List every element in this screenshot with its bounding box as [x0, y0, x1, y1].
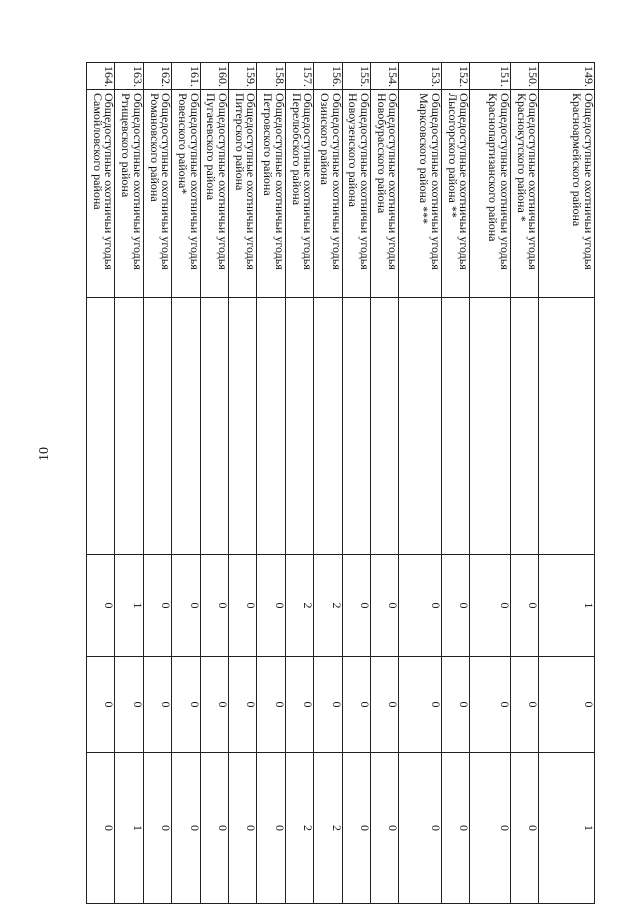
count-cell-v1: 0 [87, 555, 115, 657]
empty-cell [510, 298, 538, 555]
hunting-ground-name: Общедоступные охотничьи угодья Ртищевского района [115, 90, 143, 298]
count-cell-v1: 0 [200, 555, 228, 657]
table-row [539, 63, 595, 904]
row-number: 149. [539, 63, 595, 90]
empty-cell [285, 298, 313, 555]
empty-cell [539, 298, 595, 555]
hunting-ground-name: Общедоступные охотничьи угодья Романовского района [143, 90, 171, 298]
table-row [342, 63, 370, 904]
count-cell-v2: 0 [87, 657, 115, 753]
row-number: 155. [342, 63, 370, 90]
row-number: 160. [200, 63, 228, 90]
count-cell-v3: 2 [285, 753, 313, 904]
count-cell-v3: 0 [87, 753, 115, 904]
count-cell-v1: 0 [257, 555, 285, 657]
count-cell-v2: 0 [342, 657, 370, 753]
table-row [172, 63, 200, 904]
table-row [314, 63, 342, 904]
hunting-ground-name: Общедоступные охотничьи угодья Озинского района [314, 90, 342, 298]
hunting-ground-name: Общедоступные охотничьи угодья Петровского района [257, 90, 285, 298]
empty-cell [342, 298, 370, 555]
count-cell-v1: 2 [314, 555, 342, 657]
empty-cell [257, 298, 285, 555]
count-cell-v2: 0 [228, 657, 256, 753]
table-row [115, 63, 143, 904]
count-cell-v1: 0 [470, 555, 511, 657]
count-cell-v1: 0 [228, 555, 256, 657]
row-number: 157. [285, 63, 313, 90]
empty-cell [172, 298, 200, 555]
count-cell-v1: 2 [285, 555, 313, 657]
empty-cell [87, 298, 115, 555]
empty-cell [370, 298, 398, 555]
count-cell-v2: 0 [470, 657, 511, 753]
count-cell-v2: 0 [143, 657, 171, 753]
row-number: 159. [228, 63, 256, 90]
row-number: 158. [257, 63, 285, 90]
hunting-ground-name: Общедоступные охотничьи угодья Перелюбского района [285, 90, 313, 298]
count-cell-v1: 0 [441, 555, 469, 657]
row-number: 153. [399, 63, 442, 90]
row-number: 152. [441, 63, 469, 90]
count-cell-v2: 0 [539, 657, 595, 753]
hunting-grounds-table [86, 62, 595, 904]
count-cell-v3: 1 [539, 753, 595, 904]
hunting-ground-name: Общедоступные охотничьи угодья Красноармейского района [539, 90, 595, 298]
count-cell-v2: 0 [115, 657, 143, 753]
row-number: 164. [87, 63, 115, 90]
count-cell-v2: 0 [370, 657, 398, 753]
count-cell-v2: 0 [285, 657, 313, 753]
row-number: 162. [143, 63, 171, 90]
table-row [285, 63, 313, 904]
table-row [510, 63, 538, 904]
count-cell-v2: 0 [314, 657, 342, 753]
count-cell-v1: 0 [172, 555, 200, 657]
count-cell-v3: 0 [228, 753, 256, 904]
row-number: 161. [172, 63, 200, 90]
count-cell-v2: 0 [172, 657, 200, 753]
count-cell-v1: 0 [370, 555, 398, 657]
hunting-ground-name: Общедоступные охотничьи угодья Новоузенского района [342, 90, 370, 298]
count-cell-v2: 0 [257, 657, 285, 753]
row-number: 156. [314, 63, 342, 90]
row-number: 151. [470, 63, 511, 90]
table-row [200, 63, 228, 904]
count-cell-v1: 1 [539, 555, 595, 657]
count-cell-v2: 0 [200, 657, 228, 753]
count-cell-v1: 0 [342, 555, 370, 657]
count-cell-v3: 0 [470, 753, 511, 904]
empty-cell [399, 298, 442, 555]
count-cell-v3: 0 [342, 753, 370, 904]
count-cell-v3: 2 [314, 753, 342, 904]
table-row [399, 63, 442, 904]
empty-cell [143, 298, 171, 555]
hunting-ground-name: Общедоступные охотничьи угодья Лысогорского района ** [441, 90, 469, 298]
hunting-ground-name: Общедоступные охотничьи угодья Пугачевского района [200, 90, 228, 298]
empty-cell [314, 298, 342, 555]
table-row [470, 63, 511, 904]
count-cell-v3: 0 [399, 753, 442, 904]
table-row [87, 63, 115, 904]
count-cell-v3: 0 [441, 753, 469, 904]
hunting-ground-name: Общедоступные охотничьи угодья Новобурасского района [370, 90, 398, 298]
empty-cell [470, 298, 511, 555]
page-number: 10 [37, 447, 52, 461]
count-cell-v2: 0 [510, 657, 538, 753]
row-number: 163. [115, 63, 143, 90]
count-cell-v3: 0 [172, 753, 200, 904]
table-row [257, 63, 285, 904]
empty-cell [228, 298, 256, 555]
hunting-ground-name: Общедоступные охотничьи угодья Питерского района [228, 90, 256, 298]
count-cell-v3: 0 [257, 753, 285, 904]
row-number: 150. [510, 63, 538, 90]
hunting-ground-name: Общедоступные охотничьи угодья Краснокутского района * [510, 90, 538, 298]
empty-cell [441, 298, 469, 555]
count-cell-v3: 0 [370, 753, 398, 904]
rotated-table-container [86, 62, 595, 903]
table-row [143, 63, 171, 904]
table-row [370, 63, 398, 904]
table-row [441, 63, 469, 904]
empty-cell [200, 298, 228, 555]
count-cell-v3: 0 [200, 753, 228, 904]
hunting-ground-name: Общедоступные охотничьи угодья Самойловского района [87, 90, 115, 298]
count-cell-v3: 0 [510, 753, 538, 904]
count-cell-v2: 0 [399, 657, 442, 753]
count-cell-v1: 0 [510, 555, 538, 657]
hunting-ground-name: Общедоступные охотничьи угодья Ровенского района* [172, 90, 200, 298]
table-body [87, 63, 595, 904]
table-row [228, 63, 256, 904]
hunting-ground-name: Общедоступные охотничьи угодья Марксовского района *** [399, 90, 442, 298]
count-cell-v2: 0 [441, 657, 469, 753]
empty-cell [115, 298, 143, 555]
count-cell-v3: 1 [115, 753, 143, 904]
count-cell-v1: 0 [399, 555, 442, 657]
hunting-ground-name: Общедоступные охотничьи угодья Краснопартизанского района [470, 90, 511, 298]
count-cell-v1: 1 [115, 555, 143, 657]
count-cell-v1: 0 [143, 555, 171, 657]
row-number: 154. [370, 63, 398, 90]
count-cell-v3: 0 [143, 753, 171, 904]
